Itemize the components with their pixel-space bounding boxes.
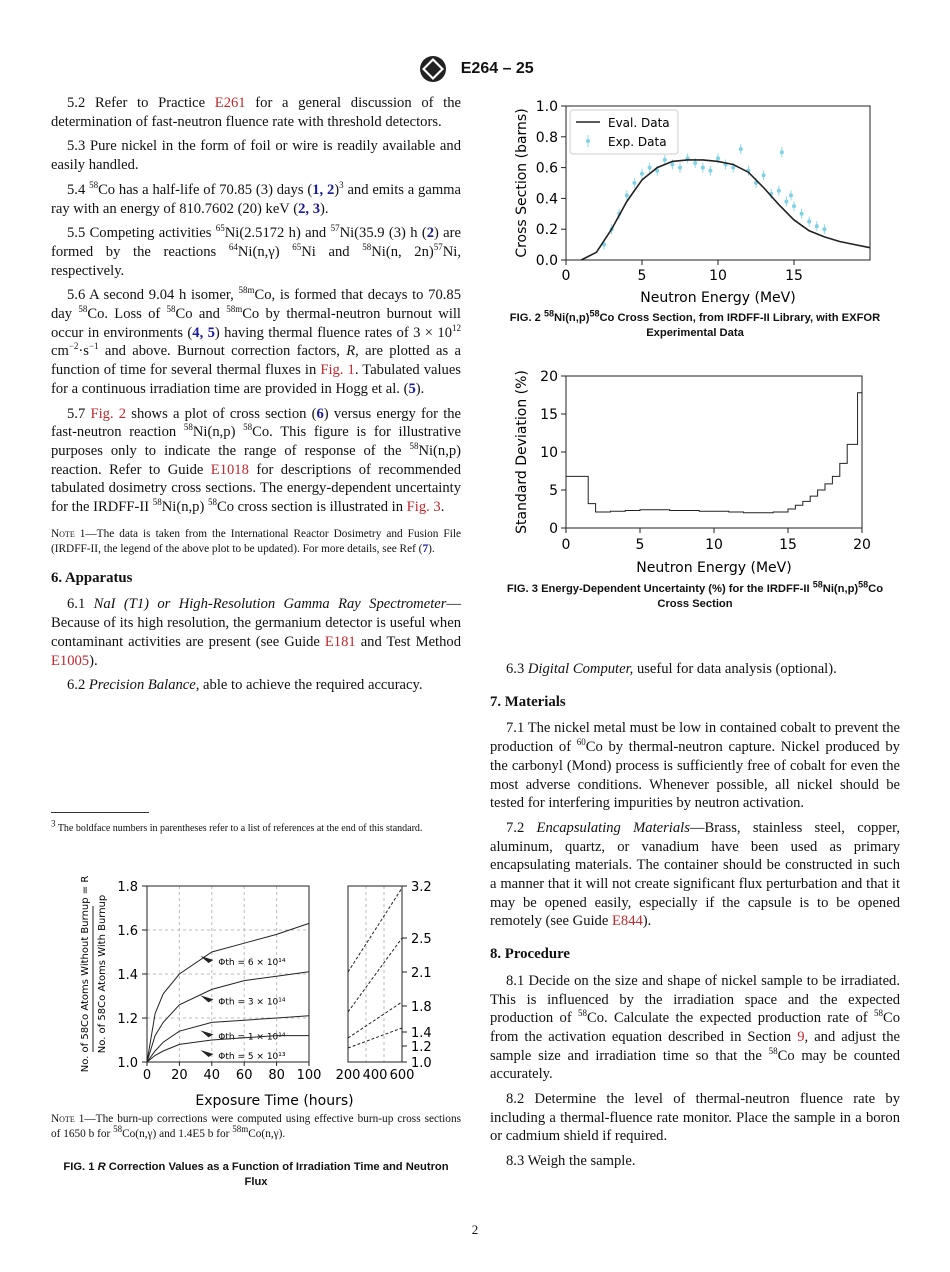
- fig2-exp-point: [784, 199, 788, 203]
- fig1-y-tick-label: 1.6: [117, 924, 138, 939]
- fig3-y-tick-label: 20: [540, 369, 558, 385]
- fig1-y-tick-label: 1.0: [117, 1056, 138, 1071]
- designation: E264 – 25: [460, 60, 534, 78]
- fig2-exp-point: [777, 189, 781, 193]
- fig2-y-tick-label: 0.8: [535, 129, 558, 146]
- fig2-y-tick-label: 0.0: [535, 253, 558, 269]
- fig1-right-series-line: [348, 1028, 402, 1048]
- ref-link[interactable]: 5: [408, 380, 416, 397]
- fig2-exp-point: [716, 156, 720, 160]
- fig3-y-tick-label: 0: [549, 521, 558, 537]
- para-5-7: 5.7 Fig. 2 shows a plot of cross section (6) versus energy for the fast-neutron reaction $^{58}$Ni(n,p) $^{58}$Co. This figure is for illustrative purposes only to indicate the range of response of the $^{58}$Ni(n,p) reaction. Refer to Guide E1018 for descriptions of recommended tabulated dosimetry cross sections. The energy-dependent uncertainty for the IRDFF-II $^{58}$Ni(n,p) $^{58}$Co cross section is illustrated in Fig. 3.: [51, 405, 462, 516]
- fig1-right-frame: [348, 886, 402, 1062]
- para-8-1: 8.1 Decide on the size and shape of nickel sample to be irradiated. This is influenced by the irradiation space and the expected production of $^{58}$Co. Calculate the expected production rate of $^{58}$Co from the activation equation described in Section 9, and adjust the sample size and irradiation time so that the $^{58}$Co may be counted accurately.: [490, 972, 901, 1083]
- fig2-exp-point: [815, 224, 819, 228]
- fig3-y-tick-label: 5: [549, 483, 558, 499]
- fig2-x-tick-label: 10: [709, 268, 727, 284]
- fig1-x-tick-label: 40: [203, 1068, 221, 1083]
- link-e1018[interactable]: E1018: [210, 461, 249, 478]
- link-section-9[interactable]: 9: [797, 1028, 805, 1045]
- fig1-x-tick-label: 80: [268, 1068, 285, 1083]
- fig1-x-tick-label: 60: [235, 1068, 253, 1083]
- fig1-right-x-tick-label: 200: [335, 1068, 361, 1083]
- para-6-3: 6.3 Digital Computer, useful for data analysis (optional).: [506, 661, 837, 677]
- fig3-plot-frame: [566, 376, 862, 528]
- fig1-series-line: [147, 972, 309, 1062]
- fig1-right-y-tick-label: 3.2: [411, 880, 432, 895]
- fig1-right-series-line: [348, 888, 402, 972]
- ref-link[interactable]: 7: [422, 542, 429, 555]
- fig2-exp-point: [693, 161, 697, 165]
- fig2-y-axis-label: Cross Section (barns): [514, 108, 530, 258]
- footnote-rule: [51, 812, 149, 813]
- fig1-caption: FIG. 1 R Correction Values as a Function of Irradiation Time and Neutron Flux: [63, 1161, 449, 1188]
- para-5-4: 5.4 $^{58}$Co has a half-life of 70.85 (3) days (1, 2)$^3$ and emits a gamma ray with an energy of 810.7602 (20) keV (2, 3).: [51, 179, 462, 217]
- fig3-x-tick-label: 10: [705, 537, 723, 553]
- fig2-exp-point: [663, 158, 667, 162]
- fig2-x-tick-label: 5: [637, 268, 647, 284]
- fig2-legend-exp-label: Exp. Data: [608, 135, 667, 149]
- fig3-chart: [510, 366, 890, 578]
- fig1-x-tick-label: 0: [142, 1068, 152, 1083]
- fig3-y-tick-label: 10: [540, 445, 558, 461]
- fig2-exp-point: [640, 172, 644, 176]
- fig1-y-axis-label-inner: No. of 58Co Atoms With Burnup: [97, 894, 108, 1054]
- section-6-heading: 6. Apparatus: [51, 569, 133, 586]
- fig3-caption: FIG. 3 Energy-Dependent Uncertainty (%) for the IRDFF-II $^{58}Ni(n,p)^{58}Co$ Cross Section: [506, 579, 884, 610]
- footnote-3: $^3$ The boldface numbers in parentheses refer to a list of references at the end of this standard.: [51, 818, 423, 834]
- para-8-3: 8.3 Weigh the sample.: [506, 1153, 636, 1170]
- fig1-right-y-tick-label: 1.4: [411, 1026, 432, 1041]
- fig1-right-x-tick-label: 600: [389, 1068, 415, 1083]
- page-header: [0, 55, 950, 83]
- fig2-exp-point: [731, 166, 735, 170]
- fig1-right-y-tick-label: 1.2: [411, 1040, 432, 1055]
- fig1-arrow-icon: [200, 956, 213, 963]
- fig2-exp-point: [739, 147, 743, 151]
- para-5-5: 5.5 Competing activities $^{65}$Ni(2.5172 h) and $^{57}$Ni(35.9 (3) h (2) are formed by the reactions $^{64}$Ni(n,γ) $^{65}$Ni and $^{58}$Ni(n, 2n)$^{57}$Ni, respectively.: [51, 223, 461, 279]
- fig2-legend-eval-label: Eval. Data: [608, 116, 670, 130]
- ref-link[interactable]: 6: [316, 405, 324, 422]
- link-e181[interactable]: E181: [324, 633, 356, 650]
- fig1-right-y-tick-label: 2.1: [411, 966, 432, 981]
- right-column: [490, 660, 900, 1177]
- ref-link[interactable]: 1, 2: [312, 181, 335, 198]
- fig2-chart: [510, 96, 890, 308]
- fig3-y-axis-label: Standard Deviation (%): [514, 370, 530, 534]
- fig2-eval-line: [581, 160, 870, 260]
- link-fig1[interactable]: Fig. 1: [320, 362, 355, 379]
- fig3-x-tick-label: 5: [635, 537, 645, 553]
- fig2-exp-point: [780, 150, 784, 154]
- section-7-heading: 7. Materials: [490, 693, 566, 710]
- link-fig2[interactable]: Fig. 2: [90, 405, 127, 422]
- page-number: 2: [471, 1222, 479, 1237]
- para-6-2: 6.2 Precision Balance, able to achieve the required accuracy.: [67, 677, 423, 694]
- fig1-right-series-line: [348, 938, 402, 1012]
- fig1-right-series-line: [348, 1002, 402, 1038]
- fig2-exp-point: [807, 220, 811, 224]
- fig3-y-tick-label: 15: [540, 407, 558, 423]
- fig3-step-line: [566, 393, 862, 513]
- fig1-series-label: Φth = 3 × 10¹⁴: [218, 997, 286, 1008]
- link-e844[interactable]: E844: [611, 913, 643, 930]
- fig1-y-axis-label-outer: No. of 58Co Atoms Without Burnup = R: [80, 875, 91, 1073]
- para-6-1: 6.1 NaI (T1) or High-Resolution Gamma Ray Spectrometer—Because of its high resolution, the germanium detector is useful when contaminant activities are present (see Guide E181 and Test Method E1005).: [51, 596, 462, 669]
- ref-link[interactable]: 2: [426, 225, 434, 242]
- fig3-x-tick-label: 20: [853, 537, 871, 553]
- fig2-x-tick-label: 0: [561, 268, 571, 284]
- para-5-6: 5.6 A second 9.04 h isomer, $^{58m}$Co, is formed that decays to 70.85 day $^{58}$Co. Loss of $^{58}$Co and $^{58m}$Co by thermal-neutron burnout will occur in environments (4, 5) having thermal fluence rates of $3 \times 10^{12}$ $cm^{-2}\cdot s^{-1}$ and above. Burnout correction factors, R, are plotted as a function of time for several thermal fluxes in Fig. 1. Tabulated values for a continuous irradiation time are provided in Hogg et al. (5).: [51, 285, 462, 397]
- para-7-1: 7.1 The nickel metal must be low in contained cobalt to prevent the production of $^{60}$Co by thermal-neutron capture. Nickel produced by the carbonyl (Mond) process is sufficiently free of cobalt for even the most adverse conditions. Whenever possible, all nickel should be tested for interfering impurities by neutron activation.: [490, 720, 900, 812]
- ref-link[interactable]: 4, 5: [192, 324, 215, 341]
- fig2-exp-point: [701, 166, 705, 170]
- fig2-exp-point: [708, 169, 712, 173]
- fig1-x-axis-label: Exposure Time (hours): [195, 1093, 354, 1109]
- fig1-series-label: Φth = 1 × 10¹⁴: [218, 1032, 286, 1043]
- fig2-y-tick-label: 0.2: [535, 222, 558, 239]
- fig2-legend-exp-dot: [586, 139, 590, 143]
- fig1-right-y-tick-label: 1.0: [411, 1056, 432, 1071]
- fig2-y-tick-label: 0.6: [535, 160, 558, 177]
- fig1-y-tick-label: 1.4: [117, 968, 138, 983]
- fig2-exp-point: [792, 204, 796, 208]
- fig1-y-tick-label: 1.2: [117, 1012, 138, 1027]
- fig3-x-axis-label: Neutron Energy (MeV): [636, 560, 792, 576]
- section-8-heading: 8. Procedure: [490, 946, 570, 963]
- fig1-x-tick-label: 100: [296, 1068, 322, 1083]
- link-e1005[interactable]: E1005: [51, 652, 90, 669]
- fig2-x-axis-label: Neutron Energy (MeV): [640, 290, 796, 306]
- fig1-right-x-tick-label: 400: [362, 1068, 388, 1083]
- fig2-exp-point: [670, 163, 674, 167]
- fig1-chart: [75, 872, 445, 1110]
- fig1-right-y-tick-label: 2.5: [411, 932, 432, 947]
- fig1-series-label: Φth = 5 × 10¹³: [218, 1052, 286, 1062]
- para-5-3: 5.3 Pure nickel in the form of foil or wire is readily available and easily handled.: [51, 138, 461, 174]
- para-7-2: 7.2 Encapsulating Materials—Brass, stainless steel, copper, aluminum, quartz, or vanadium have been used as primary encapsulating materials. The container should be constructed in such a manner that it will not create significant flux perturbation and that it may be opened easily, especially if the capsule is to be opened remotely (see Guide E844).: [490, 819, 901, 930]
- fig2-y-tick-label: 1.0: [535, 99, 558, 115]
- para-8-2: 8.2 Determine the level of thermal-neutron fluence rate by including a thermal-fluence rate monitor. Place the sample in a boron or cadmium shield if required.: [490, 1091, 900, 1145]
- note-1: Note 1—The data is taken from the International Reactor Dosimetry and Fusion File (IRDFF-II, the legend of the above plot to be updated). For more details, see Ref (7).: [51, 527, 461, 555]
- fig2-exp-point: [762, 173, 766, 177]
- astm-logo-icon: [416, 55, 450, 83]
- fig2-exp-point: [648, 166, 652, 170]
- ref-link[interactable]: 2, 3: [298, 200, 320, 217]
- fig2-x-tick-label: 15: [785, 268, 803, 284]
- fig1-y-tick-label: 1.8: [117, 880, 138, 895]
- fig2-exp-point: [678, 166, 682, 170]
- left-column: [51, 94, 461, 701]
- fig2-exp-point: [632, 181, 636, 185]
- fig1-series-label: Φth = 6 × 10¹⁴: [218, 958, 286, 968]
- fig2-exp-point: [789, 193, 793, 197]
- fig2-exp-point: [625, 193, 629, 197]
- fig1-x-tick-label: 20: [171, 1068, 188, 1083]
- fig1-right-y-tick-label: 1.8: [411, 1000, 432, 1015]
- fig1-note: Note 1—The burn-up corrections were computed using effective burn-up cross sections of 1650 b for $^{58}$Co(n,γ) and 1.4E5 b for $^{58m}$Co(n,γ).: [51, 1113, 461, 1140]
- fig2-y-tick-label: 0.4: [535, 191, 558, 208]
- link-fig3[interactable]: Fig. 3: [406, 499, 441, 516]
- fig2-exp-point: [800, 212, 804, 216]
- fig3-x-tick-label: 15: [779, 537, 797, 553]
- fig2-exp-point: [822, 227, 826, 231]
- fig3-x-tick-label: 0: [561, 537, 571, 553]
- link-e261[interactable]: E261: [214, 95, 246, 111]
- fig2-caption: FIG. 2 $^{58}Ni(n,p)^{58}Co$ Cross Section, from IRDFF-II Library, with EXFOR Experimental Data: [509, 308, 881, 339]
- para-5-2: 5.2 Refer to Practice E261 for a general discussion of the determination of fast-neutron fluence rate with threshold detectors.: [51, 95, 461, 130]
